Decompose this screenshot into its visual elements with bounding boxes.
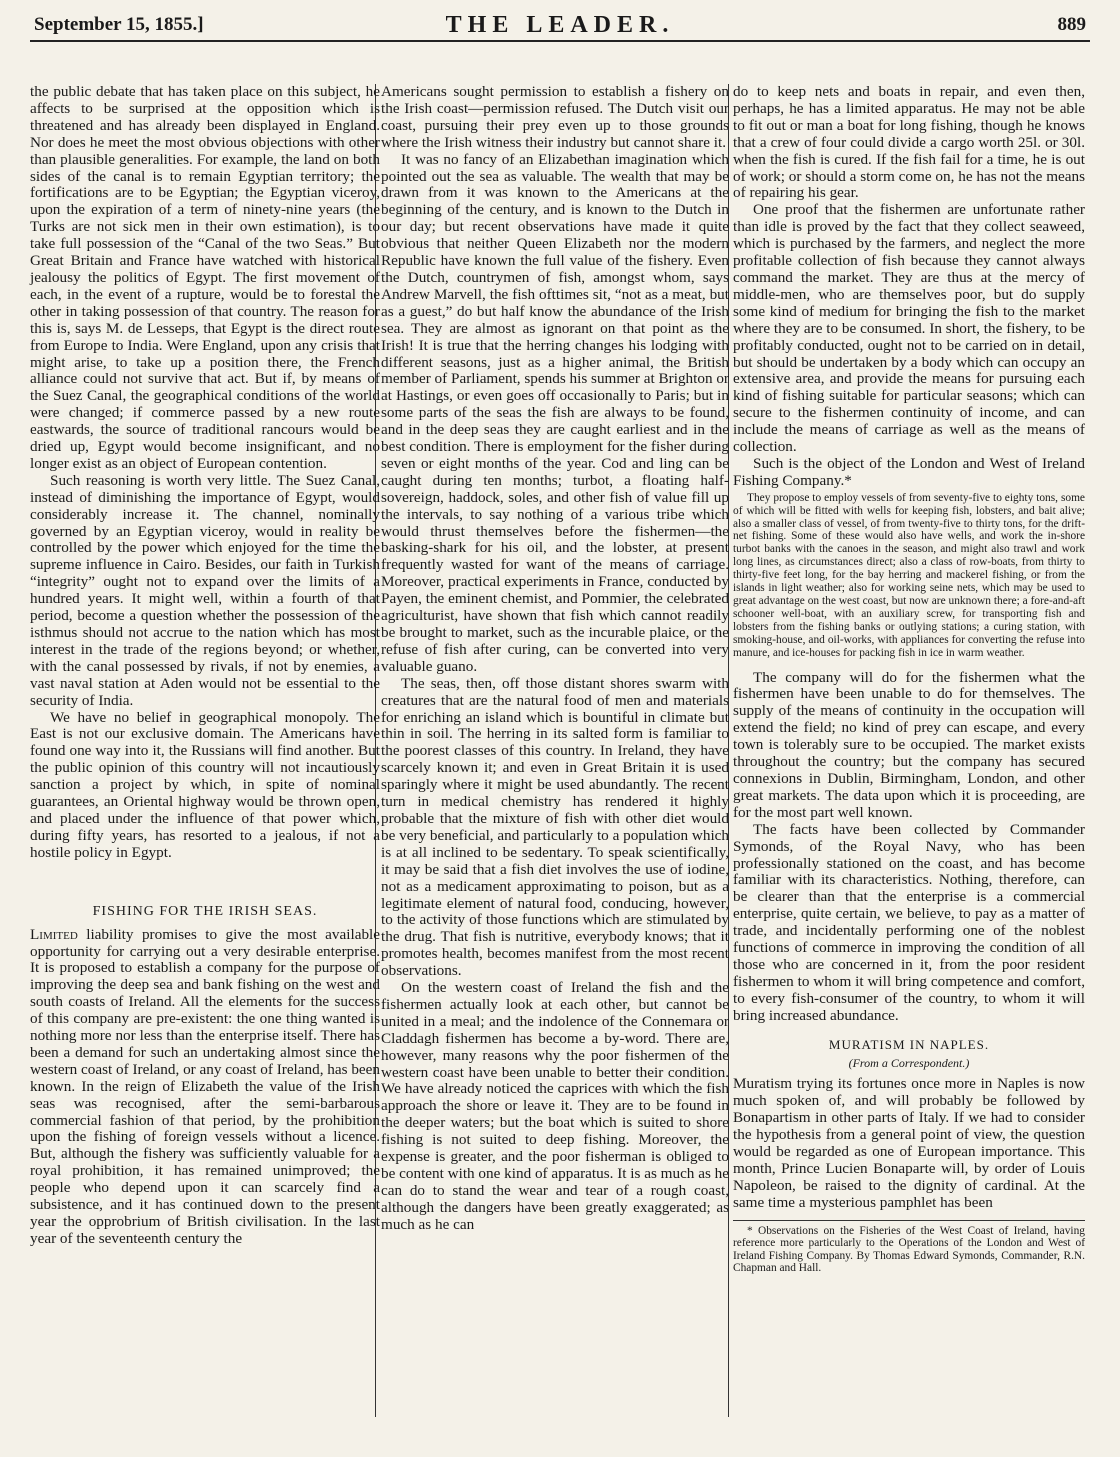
column-3 (733, 84, 1085, 1275)
lead-word: Limited (30, 925, 78, 943)
page-number: 889 (1057, 14, 1086, 35)
issue-date: September 15, 1855.] (34, 14, 204, 35)
paragraph: Americans sought permission to establish a fishery on the Irish coast—permission refused. The Dutch visit our coast, pursuing their prey even up to those grounds where the Irish witness their industry but cannot share it. (381, 83, 729, 151)
article-heading: FISHING FOR THE IRISH SEAS. (92, 903, 318, 919)
masthead-title: THE LEADER. (445, 12, 675, 38)
column-1 (30, 84, 380, 1248)
inset-note: They propose to employ vessels of from seventy-five to eighty tons, some of which will be fitted with wells for keeping fish, lobsters, and bait alive; also a smaller class of vessel, of from twenty-five to thirty tons, for the drift-net fishing. Some of these would also have wells, and work the in-shore turbot banks with the canoes in the season, and might also trawl and work long lines, as circumstances direct; also a class of row-boats, from thirty to thirty-five feet long, for the bay herring and mackerel fishing, or from the islands in light weather; also for working seine nets, which may be used to great advantage on the west coast, but now are unknown there; a fore-and-aft schooner well-boat, with an auxiliary screw, for transporting fish and lobsters from the fishing banks or outlying stations; a curing station, with smoking-house, and oil-works, with appliances for converting the refuse into manure, and ice-houses for packing fish in ice in warm weather. (733, 491, 1085, 659)
paragraph-text: liability promises to give the most available opportunity for carrying out a very desirable enterprise. It is proposed to establish a company for the purpose of improving the deep sea and bank fishing on the west and south coasts of Ireland. All the elements for the success of this company are pre-existent: the one thing wanted is nothing more nor less than the enterprise itself. There has been a demand for such an undertaking almost since the western coast of Ireland, or any coast of Ireland, has been known. In the reign of Elizabeth the value of the Irish seas was recognised, after the semi-barbarous commercial fashion of that period, by the prohibition upon the fishing of foreign vessels without a licence. But, although the fishery was sufficiently valuable for a royal prohibition, it has remained unimproved; the people who depend upon it can scarcely find a subsistence, and it has continued down to the present year the opprobrium of British civilisation. In the last year of the seventeenth century the (30, 925, 381, 1247)
paragraph: do to keep nets and boats in repair, and even then, perhaps, he has a limited apparatus. He may not be able to fit out or man a boat for long fishing, though he knows that a crew of four could divide a cargo worth 25l. or 30l. when the fish is cured. If the fish fail for a time, he is out of work; or should a storm come on, he has not the means of repairing his gear. (733, 83, 1085, 202)
article-heading: MURATISM IN NAPLES. (828, 1036, 990, 1052)
paragraph: Such reasoning is worth very little. The Suez Canal, instead of diminishing the importance of Egypt, would considerably increase it. The channel, nominally governed by an Egyptian viceroy, would in reality be controlled by the power which enjoyed for the time the supreme influence in Cairo. Besides, our faith in Turkish “integrity” ought not to expand over the limits of a hundred years. It might well, within a fourth of that period, become a question whether the possession of the isthmus should not accrue to the nation which has most interest in the trade of the regions beyond; or whether, with the canal possessed by rivals, if not by enemies, a vast naval station at Aden would not be essential to the security of India. (30, 471, 380, 709)
paragraph: Muratism trying its fortunes once more in Naples is now much spoken of, and will probably be followed by Bonapartism in other parts of Italy. If we had to consider the hypothesis from a general point of view, the question would be regarded as one of European importance. This month, Prince Lucien Bonaparte will, by order of Louis Napoleon, be raised to the dignity of cardinal. At the same time a mysterious pamphlet has been (733, 1075, 1085, 1211)
column-2 (381, 84, 729, 1234)
page-header (30, 8, 1090, 42)
paragraph: The seas, then, off those distant shores swarm with creatures that are the natural food of men and materials for enriching an island which is bountiful in climate but thin in soil. The herring in its salted form is familiar to the poorest classes of this country. In Ireland, they have scarcely known it; and even in Great Britain it is used sparingly where it might be used abundantly. The recent turn in medical chemistry has rendered it highly probable that the mixture of fish with other diet would be very beneficial, and particularly to a population which is at all inclined to be sedentary. To speak scientifically, it may be said that a fish diet involves the use of iodine, not as a medicament approximating to poison, but as a legitimate element of natural food, conducing, however, to the activity of those functions which are stimulated by the drug. That fish is nutritive, everybody knows; that it promotes health, becomes manifest from the most recent observations. (381, 674, 729, 980)
paragraph: The company will do for the fishermen what the fishermen have been unable to do for themselves. The supply of the means of continuity in the occupation will extend the field; no kind of prey can escape, and every town is tolerably sure to be occupied. The market exists throughout the country; but the company has secured connexions in Dublin, Birmingham, London, and other great markets. The data upon which it is proceeding, are for the most part well known. (733, 668, 1085, 821)
paragraph (30, 927, 380, 1248)
article-subheading: (From a Correspondent.) (848, 1056, 970, 1071)
paragraph: Such is the object of the London and West of Ireland Fishing Company.* (733, 454, 1085, 489)
paragraph: It was no fancy of an Elizabethan imagination which pointed out the sea as valuable. The wealth that may be drawn from it was known to the Americans at the beginning of the century, and is known to the Dutch in our day; but recent observations have made it quite obvious that neither Queen Elizabeth nor the modern Republic have known the full value of the fishery. Even the Dutch, countrymen of fish, amongst whom, says Andrew Marvell, the fish ofttimes sit, “not as a meat, but as a guest,” do but half know the abundance of the Irish sea. They are almost as ignorant on that point as the Irish! It is true that the herring changes his lodging with different seasons, just as a higher animal, the British member of Parliament, spends his summer at Brighton or at Hastings, or even goes off occasionally to Paris; but in some parts of the seas the fish are always to be found, and in the deep seas they are caught earliest and in the best condition. There is employment for the fisher during seven or eight months of the year. Cod and ling can be caught during ten months; turbot, a floating half-sovereign, haddock, soles, and other fish of value fill up the intervals, to say nothing of a various tribe which would thrust themselves before the fishermen—the basking-shark for his oil, and the lobster, at present frequently wasted for want of the means of carriage. Moreover, practical experiments in France, conducted by Payen, the eminent chemist, and Pommier, the celebrated agriculturist, have shown that fish which cannot readily be brought to market, such as the incurable plaice, or the refuse of fish after curing, can be converted into very valuable guano. (381, 150, 729, 675)
footnote-rule (733, 1220, 1085, 1221)
paragraph: The facts have been collected by Commander Symonds, of the Royal Navy, who has been professionally stationed on the coast, and has become familiar with its characteristics. Nothing, therefore, can be clearer than that the enterprise is a commercial enterprise, quite certain, we believe, to pay as a matter of trade, and incidentally performing one of the noblest functions of commerce in improving the condition of all those who are concerned in it, from the poor resident fishermen to whom it will bring competence and comfort, to every fish-consumer of the country, to whom it will bring increased abundance. (733, 820, 1085, 1024)
paragraph: the public debate that has taken place on this subject, he affects to be surprised at the opposition which is threatened and has already been displayed in England. Nor does he meet the most obvious objections with other than plausible generalities. For example, the land on both sides of the canal is to remain Egyptian territory; the fortifications are to be Egyptian; the Egyptian viceroy, upon the expiration of a term of ninety-nine years (the Turks are not sick men in their own estimation), is to take full possession of the “Canal of the two Seas.” But Great Britain and France have watched with historical jealousy the politics of Egypt. The first movement of each, in the event of a rupture, would be to forestal the other in taking possession of that country. The reason for this is, says M. de Lesseps, that Egypt is the direct route from Europe to India. Were England, upon any crisis that might arise, to take up a position there, the French alliance could not survive that act. But if, by means of the Suez Canal, the geographical conditions of the world were changed; if commerce passed by a new route eastwards, the source of traditional rancours would be dried up, Egypt would become insignificant, and no longer exist as an object of European contention. (30, 83, 380, 472)
paragraph: On the western coast of Ireland the fish and the fishermen actually look at each other, but cannot be united in a meal; and the indolence of the Connemara or Claddagh fishermen has become a by-word. There are, however, many reasons why the poor fishermen of the western coast have been unable to better their condition. We have already noticed the caprices with which the fish approach the shore or leave it. They are to be found in the deeper waters; but the boat which is suited to shore fishing is not suited to deep fishing. Moreover, the expense is greater, and the poor fisherman is obliged to be content with one kind of apparatus. It is as much as he can do to stand the wear and tear of a rough coast, although the dangers have been greatly exaggerated; as much as he can (381, 979, 729, 1233)
footnote: * Observations on the Fisheries of the West Coast of Ireland, having reference more particularly to the Operations of the London and West of Ireland Fishing Company. By Thomas Edward Symonds, Commander, R.N. Chapman and Hall. (733, 1224, 1085, 1275)
paragraph: One proof that the fishermen are unfortunate rather than idle is proved by the fact that they collect seaweed, which is purchased by the farmers, and neglect the more profitable collection of fish because they cannot always command the market. They are thus at the mercy of middle-men, who are themselves poor, but do supply some kind of medium for bringing the fish to the market where they are to be consumed. In short, the fishery, to be profitably conducted, ought not to be carried on in detail, but should be undertaken by a body which can occupy an extensive area, and provide the means for pursuing each kind of fishing suitable for particular seasons; which can secure to the fishermen continuity of income, and can include the means of carriage as well as the means of collection. (733, 201, 1085, 456)
paragraph: We have no belief in geographical monopoly. The East is not our exclusive domain. The Americans have found one way into it, the Russians will find another. But the public opinion of this country will not incautiously sanction a project by which, in spite of nominal guarantees, an Oriental highway would be thrown open, and placed under the influence of that power which, during fifty years, has resorted to a jealous, if not a hostile policy in Egypt. (30, 708, 380, 861)
